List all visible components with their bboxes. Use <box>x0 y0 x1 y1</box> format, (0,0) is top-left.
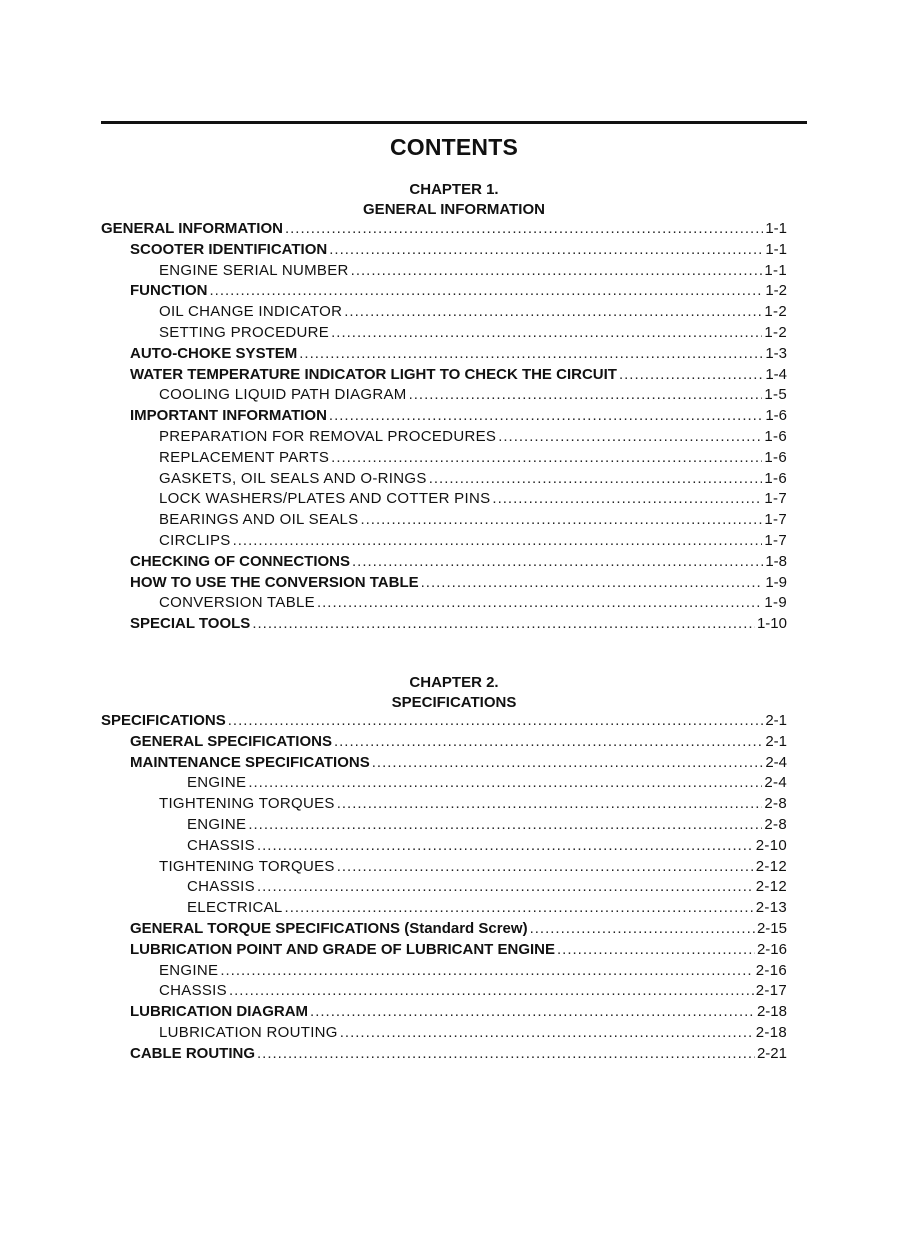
dot-leader <box>228 711 764 732</box>
toc-entry-label: CONVERSION TABLE <box>159 594 315 612</box>
dot-leader <box>310 1002 755 1023</box>
toc-entry-label: SETTING PROCEDURE <box>159 323 330 341</box>
chapter-2-toc <box>101 711 787 1065</box>
toc-entry-label: HOW TO USE THE CONVERSION TABLE <box>130 573 419 591</box>
toc-entry[interactable] <box>101 857 787 878</box>
dot-leader <box>557 940 755 961</box>
toc-entry[interactable] <box>101 732 787 753</box>
toc-entry[interactable] <box>101 510 787 531</box>
toc-entry[interactable] <box>101 365 787 386</box>
toc-entry-page: 2-12 <box>755 878 787 896</box>
chapter-1-heading: CHAPTER 1. <box>409 181 499 198</box>
toc-entry[interactable] <box>101 711 787 732</box>
dot-leader <box>340 1023 754 1044</box>
toc-entry[interactable] <box>101 261 787 282</box>
toc-entry-label: SPECIFICATIONS <box>101 712 226 729</box>
dot-leader <box>299 344 763 365</box>
toc-entry-label: OIL CHANGE INDICATOR <box>159 303 343 321</box>
toc-entry-page: 1-1 <box>764 261 787 279</box>
dot-leader <box>331 448 762 469</box>
toc-entry[interactable] <box>101 940 787 961</box>
toc-entry-page: 1-6 <box>764 427 787 445</box>
toc-entry-page: 1-8 <box>765 552 787 570</box>
toc-entry-label: CIRCLIPS <box>159 531 231 549</box>
toc-entry[interactable] <box>101 489 787 510</box>
toc-entry[interactable] <box>101 773 787 794</box>
dot-leader <box>372 753 764 774</box>
toc-entry-page: 2-8 <box>764 795 787 813</box>
toc-entry[interactable] <box>101 385 787 406</box>
toc-entry[interactable] <box>101 961 787 982</box>
dot-leader <box>492 489 762 510</box>
toc-entry-label: GENERAL INFORMATION <box>101 220 283 237</box>
toc-entry[interactable] <box>101 981 787 1002</box>
toc-entry-label: TIGHTENING TORQUES <box>159 795 335 813</box>
toc-entry-page: 2-17 <box>755 982 787 1000</box>
dot-leader <box>248 815 762 836</box>
dot-leader <box>421 573 764 594</box>
toc-entry-page: 1-9 <box>764 594 787 612</box>
dot-leader <box>331 323 762 344</box>
page-title: CONTENTS <box>389 134 519 160</box>
toc-entry[interactable] <box>101 593 787 614</box>
toc-entry-page: 1-2 <box>764 303 787 321</box>
dot-leader <box>351 261 763 282</box>
toc-entry-page: 2-18 <box>756 1003 787 1021</box>
toc-entry-page: 2-15 <box>756 919 787 937</box>
toc-entry-label: BEARINGS AND OIL SEALS <box>159 511 359 529</box>
toc-entry-page: 2-4 <box>765 753 787 771</box>
dot-leader <box>248 773 762 794</box>
toc-entry-label: GENERAL SPECIFICATIONS <box>130 732 332 750</box>
dot-leader <box>337 857 754 878</box>
chapter-1-toc <box>101 219 787 635</box>
toc-entry-page: 1-5 <box>764 386 787 404</box>
dot-leader <box>360 510 762 531</box>
toc-entry-label: FUNCTION <box>130 282 208 300</box>
dot-leader <box>329 240 763 261</box>
toc-entry-page: 2-1 <box>765 712 787 729</box>
toc-entry-page: 1-1 <box>765 240 787 258</box>
toc-entry-page: 1-1 <box>765 220 787 237</box>
toc-entry-label: CHASSIS <box>159 982 227 1000</box>
dot-leader <box>252 614 755 635</box>
dot-leader <box>233 531 763 552</box>
dot-leader <box>285 219 763 240</box>
dot-leader <box>329 406 763 427</box>
toc-entry[interactable] <box>101 469 787 490</box>
dot-leader <box>498 427 762 448</box>
toc-entry-label: IMPORTANT INFORMATION <box>130 407 327 425</box>
toc-entry[interactable] <box>101 877 787 898</box>
toc-entry-page: 1-6 <box>765 407 787 425</box>
toc-entry-page: 1-2 <box>765 282 787 300</box>
dot-leader <box>257 1044 755 1065</box>
toc-entry[interactable] <box>101 448 787 469</box>
chapter-1-header <box>101 180 807 220</box>
dot-leader <box>530 919 755 940</box>
toc-entry-label: GASKETS, OIL SEALS AND O-RINGS <box>159 469 427 487</box>
dot-leader <box>285 898 754 919</box>
dot-leader <box>317 593 762 614</box>
top-rule <box>101 121 807 124</box>
toc-entry[interactable] <box>101 1023 787 1044</box>
toc-entry[interactable] <box>101 427 787 448</box>
toc-entry-page: 1-3 <box>765 344 787 362</box>
toc-entry-label: GENERAL TORQUE SPECIFICATIONS (Standard Screw) <box>130 919 528 937</box>
toc-entry-label: CHECKING OF CONNECTIONS <box>130 552 351 570</box>
toc-entry[interactable] <box>101 240 787 261</box>
chapter-2-subheading: SPECIFICATIONS <box>391 694 517 711</box>
toc-entry[interactable] <box>101 614 787 635</box>
chapter-1-subheading: GENERAL INFORMATION <box>363 201 545 218</box>
toc-entry[interactable] <box>101 815 787 836</box>
toc-entry[interactable] <box>101 406 787 427</box>
toc-entry[interactable] <box>101 281 787 302</box>
toc-entry[interactable] <box>101 753 787 774</box>
toc-entry-page: 1-7 <box>764 511 787 529</box>
toc-entry-label: SCOOTER IDENTIFICATION <box>130 240 328 258</box>
toc-entry-page: 1-10 <box>756 615 787 633</box>
toc-entry-label: CHASSIS <box>187 836 255 854</box>
toc-entry-page: 1-4 <box>765 365 787 383</box>
chapter-2-heading: CHAPTER 2. <box>409 674 499 691</box>
toc-entry[interactable] <box>101 531 787 552</box>
toc-entry-page: 1-6 <box>764 469 787 487</box>
chapter-2-header <box>101 673 807 713</box>
toc-entry[interactable] <box>101 919 787 940</box>
toc-entry-label: ENGINE <box>187 815 247 833</box>
dot-leader <box>344 302 762 323</box>
toc-entry[interactable] <box>101 1002 787 1023</box>
toc-entry[interactable] <box>101 836 787 857</box>
toc-entry-label: MAINTENANCE SPECIFICATIONS <box>130 753 370 771</box>
toc-entry[interactable] <box>101 1044 787 1065</box>
toc-entry-label: ELECTRICAL <box>187 899 283 917</box>
toc-entry-page: 1-7 <box>764 490 787 508</box>
toc-entry[interactable] <box>101 573 787 594</box>
toc-entry-label: CHASSIS <box>187 878 255 896</box>
toc-entry-page: 2-8 <box>764 815 787 833</box>
toc-entry[interactable] <box>101 323 787 344</box>
dot-leader <box>257 877 754 898</box>
toc-entry-label: LUBRICATION POINT AND GRADE OF LUBRICANT ENGINE <box>130 940 555 958</box>
dot-leader <box>409 385 763 406</box>
dot-leader <box>220 961 753 982</box>
toc-entry[interactable] <box>101 302 787 323</box>
toc-entry-label: WATER TEMPERATURE INDICATOR LIGHT TO CHECK THE CIRCUIT <box>130 365 617 383</box>
toc-entry-page: 1-7 <box>764 531 787 549</box>
dot-leader <box>352 552 763 573</box>
toc-entry-page: 2-12 <box>755 857 787 875</box>
toc-entry-label: PREPARATION FOR REMOVAL PROCEDURES <box>159 427 497 445</box>
toc-entry-label: LUBRICATION DIAGRAM <box>130 1003 309 1021</box>
dot-leader <box>210 281 764 302</box>
dot-leader <box>429 469 763 490</box>
dot-leader <box>257 836 754 857</box>
toc-entry-page: 1-6 <box>764 448 787 466</box>
toc-entry-page: 1-9 <box>765 573 787 591</box>
toc-entry-label: TIGHTENING TORQUES <box>159 857 335 875</box>
toc-entry-page: 2-10 <box>755 836 787 854</box>
dot-leader <box>619 365 763 386</box>
toc-entry[interactable] <box>101 898 787 919</box>
toc-entry-label: CABLE ROUTING <box>130 1044 255 1062</box>
dot-leader <box>334 732 763 753</box>
toc-entry-page: 2-21 <box>756 1044 787 1062</box>
toc-entry-page: 2-4 <box>764 774 787 792</box>
dot-leader <box>229 981 754 1002</box>
toc-entry-label: LOCK WASHERS/PLATES AND COTTER PINS <box>159 490 491 508</box>
toc-entry-label: REPLACEMENT PARTS <box>159 448 330 466</box>
toc-entry-label: AUTO-CHOKE SYSTEM <box>130 344 298 362</box>
toc-entry[interactable] <box>101 794 787 815</box>
dot-leader <box>337 794 763 815</box>
toc-entry-label: COOLING LIQUID PATH DIAGRAM <box>159 386 407 404</box>
toc-entry[interactable] <box>101 219 787 240</box>
toc-entry-label: ENGINE <box>187 774 247 792</box>
toc-entry-label: ENGINE <box>159 961 219 979</box>
toc-entry-page: 2-18 <box>755 1023 787 1041</box>
toc-entry-label: LUBRICATION ROUTING <box>159 1023 338 1041</box>
toc-entry-label: SPECIAL TOOLS <box>130 615 251 633</box>
toc-entry[interactable] <box>101 344 787 365</box>
toc-entry-page: 2-16 <box>755 961 787 979</box>
toc-entry-page: 2-13 <box>755 899 787 917</box>
toc-entry-page: 2-1 <box>765 732 787 750</box>
toc-entry-page: 1-2 <box>764 323 787 341</box>
toc-entry-page: 2-16 <box>756 940 787 958</box>
toc-entry[interactable] <box>101 552 787 573</box>
toc-entry-label: ENGINE SERIAL NUMBER <box>159 261 349 279</box>
